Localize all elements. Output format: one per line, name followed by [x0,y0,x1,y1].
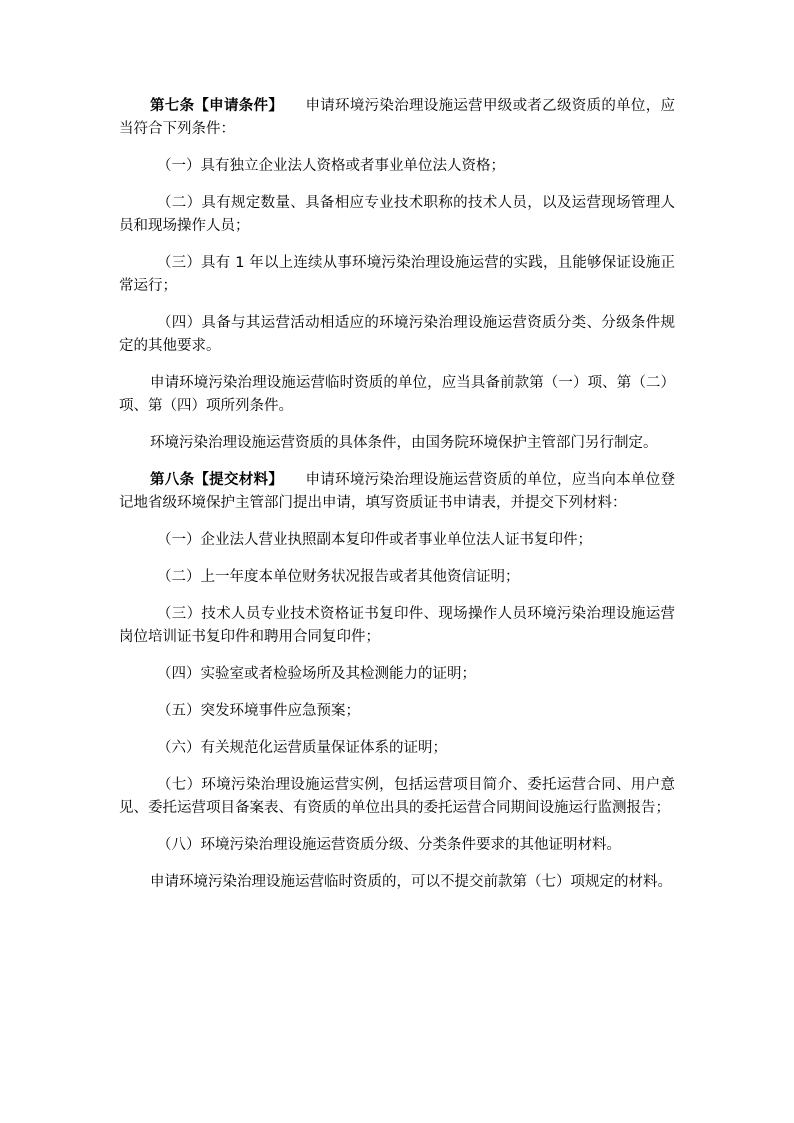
article-7-temp-paragraph: 申请环境污染治理设施运营临时资质的单位，应当具备前款第（一）项、第（二）项、第（四）项所列条件。 [119,375,675,414]
article-8-item-3: （三）技术人员专业技术资格证书复印件、现场操作人员环境污染治理设施运营岗位培训证书复印件和聘用合同复印件； [119,606,675,645]
article-7-item-1: （一）具有独立企业法人资格或者事业单位法人资格； [157,158,505,174]
document-body [119,95,675,908]
article-7-item-3: （三）具有 1 年以上连续从事环境污染治理设施运营的实践，且能够保证设施正常运行； [119,255,675,294]
article-8-item-2: （二）上一年度本单位财务状况报告或者其他资信证明； [157,569,520,585]
article-7-intro [119,95,675,141]
article-8-temp-paragraph: 申请环境污染治理设施运营临时资质的，可以不提交前款第（七）项规定的材料。 [150,874,672,890]
article-8-item-4: （四）实验室或者检验场所及其检测能力的证明； [157,666,476,682]
article-7-heading: 第七条【申请条件】 [150,98,284,114]
article-8-item-5: （五）突发环境事件应急预案； [157,703,360,719]
article-7-intro-text: 申请环境污染治理设施运营甲级或者乙级资质的单位，应当符合下列条件： [119,98,676,137]
article-8-heading: 第八条【提交材料】 [150,472,284,488]
article-8-item-1: （一）企业法人营业执照副本复印件或者事业单位法人证书复印件； [157,532,592,548]
article-8-intro-text: 申请环境污染治理设施运营资质的单位，应当向本单位登记地省级环境保护主管部门提出申请，填写资质证书申请表，并提交下列材料： [119,472,676,511]
article-8-item-7: （七）环境污染治理设施运营实例，包括运营项目简介、委托运营合同、用户意见、委托运营项目备案表、有资质的单位出具的委托运营合同期间设施运行监测报告； [119,777,675,816]
article-7-item-4: （四）具备与其运营活动相适应的环境污染治理设施运营资质分类、分级条件规定的其他要求。 [119,315,675,354]
article-7-item-2: （二）具有规定数量、具备相应专业技术职称的技术人员，以及运营现场管理人员和现场操作人员； [119,195,675,234]
article-8-item-8: （八）环境污染治理设施运营资质分级、分类条件要求的其他证明材料。 [157,837,621,853]
article-8-intro [119,469,675,515]
article-8-item-6: （六）有关规范化运营质量保证体系的证明； [157,740,447,756]
article-7-specific-paragraph: 环境污染治理设施运营资质的具体条件，由国务院环境保护主管部门另行制定。 [150,435,658,451]
